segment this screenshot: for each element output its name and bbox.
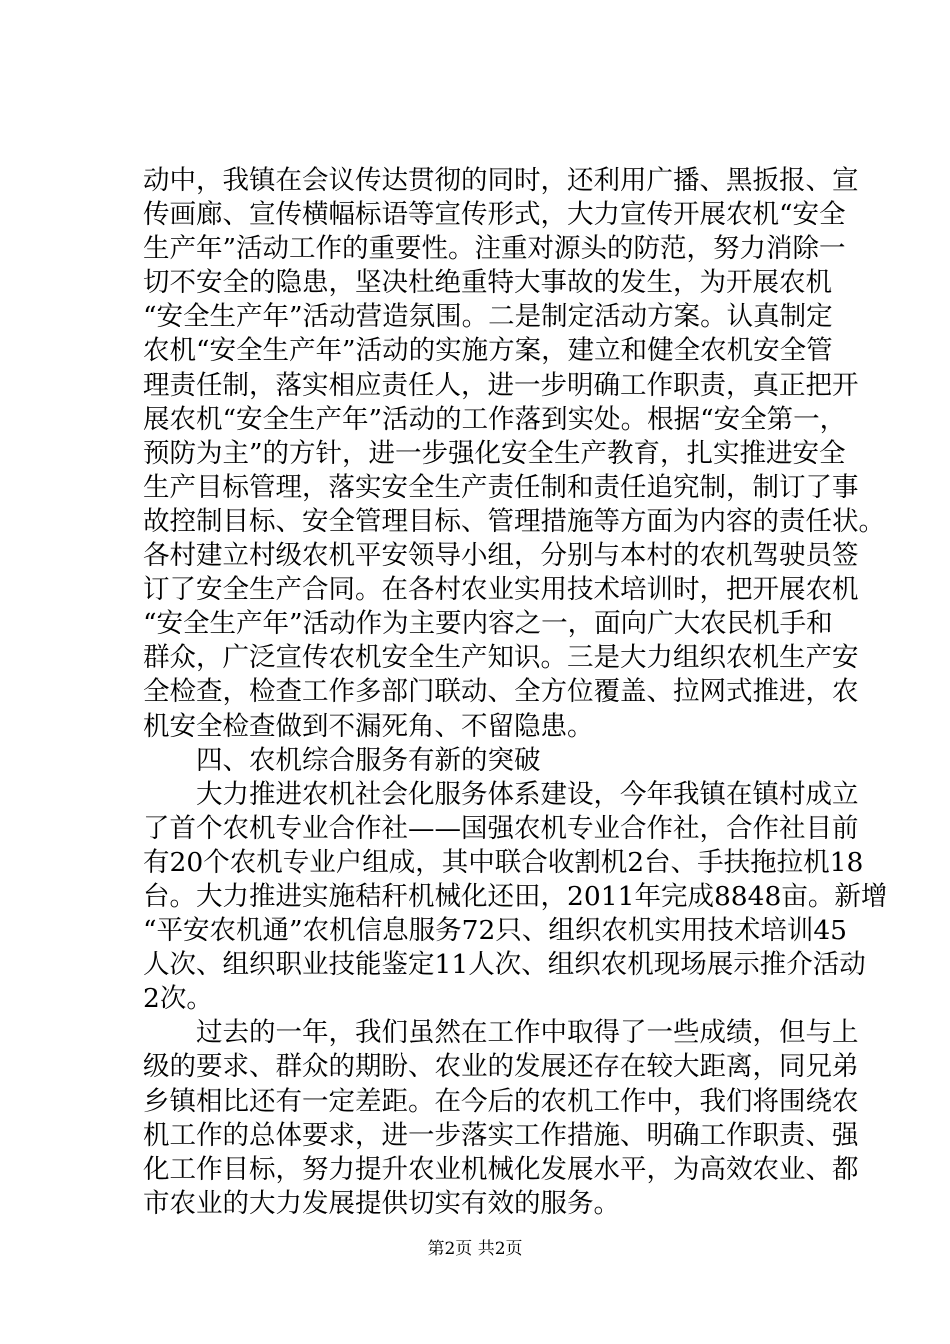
- text-line: 理责任制，落实相应责任人，进一步明确工作职责，真正把开: [143, 369, 859, 401]
- section-heading: 四、农机综合服务有新的突破: [196, 744, 541, 776]
- text-line: 展农机“安全生产年”活动的工作落到实处。根据“安全第一，: [143, 403, 847, 435]
- text-line: 大力推进农机社会化服务体系建设，今年我镇在镇村成立: [196, 778, 859, 810]
- text-line: 各村建立村级农机平安领导小组，分别与本村的农机驾驶员签: [143, 540, 859, 572]
- text-line: 级的要求、群众的期盼、农业的发展还存在较大距离，同兄弟: [143, 1051, 859, 1083]
- text-line: 机安全检查做到不漏死角、不留隐患。: [143, 710, 594, 742]
- text-line: 农机“安全生产年”活动的实施方案，建立和健全农机安全管: [143, 335, 833, 367]
- text-line: 故控制目标、安全管理目标、管理措施等方面为内容的责任状。: [143, 505, 885, 537]
- text-line: 市农业的大力发展提供切实有效的服务。: [143, 1187, 620, 1219]
- text-line: “平安农机通”农机信息服务72只、组织农机实用技术培训45: [143, 915, 848, 947]
- text-line: 乡镇相比还有一定差距。在今后的农机工作中，我们将围绕农: [143, 1085, 859, 1117]
- body-text: [143, 164, 888, 1221]
- text-line: 了首个农机专业合作社——国强农机专业合作社，合作社目前: [143, 812, 859, 844]
- page-number-footer: 第2页 共2页: [427, 1239, 523, 1259]
- text-line: 切不安全的隐患，坚决杜绝重特大事故的发生，为开展农机: [143, 267, 832, 299]
- text-line: 动中，我镇在会议传达贯彻的同时，还利用广播、黑扳报、宣: [143, 165, 859, 196]
- text-line: “安全生产年”活动作为主要内容之一，面向广大农民机手和: [143, 608, 833, 640]
- text-line: 人次、组织职业技能鉴定11人次、组织农机现场展示推介活动: [143, 949, 866, 981]
- text-line: 传画廊、宣传横幅标语等宣传形式，大力宣传开展农机“安全: [143, 199, 846, 231]
- text-line: 台。大力推进实施秸秆机械化还田，2011年完成8848亩。新增: [143, 880, 888, 912]
- text-line: 机工作的总体要求，进一步落实工作措施、明确工作职责、强: [143, 1119, 859, 1151]
- text-line: 预防为主”的方针，进一步强化安全生产教育，扎实推进安全: [143, 437, 846, 469]
- text-line: “安全生产年”活动营造氛围。二是制定活动方案。认真制定: [143, 301, 833, 333]
- text-line: 过去的一年，我们虽然在工作中取得了一些成绩，但与上: [196, 1017, 859, 1049]
- text-line: 订了安全生产合同。在各村农业实用技术培训时，把开展农机: [143, 574, 859, 606]
- text-line: 化工作目标，努力提升农业机械化发展水平，为高效农业、都: [143, 1153, 859, 1185]
- text-line: 2次。: [143, 983, 213, 1015]
- text-line: 有20个农机专业户组成，其中联合收割机2台、手扶拖拉机18: [143, 846, 864, 878]
- text-line: 群众，广泛宣传农机安全生产知识。三是大力组织农机生产安: [143, 642, 859, 674]
- text-line: 生产年”活动工作的重要性。注重对源头的防范，努力消除一: [143, 233, 846, 265]
- text-line: 全检查，检查工作多部门联动、全方位覆盖、拉网式推进，农: [143, 676, 859, 708]
- text-line: 生产目标管理，落实安全生产责任制和责任追究制，制订了事: [143, 471, 859, 503]
